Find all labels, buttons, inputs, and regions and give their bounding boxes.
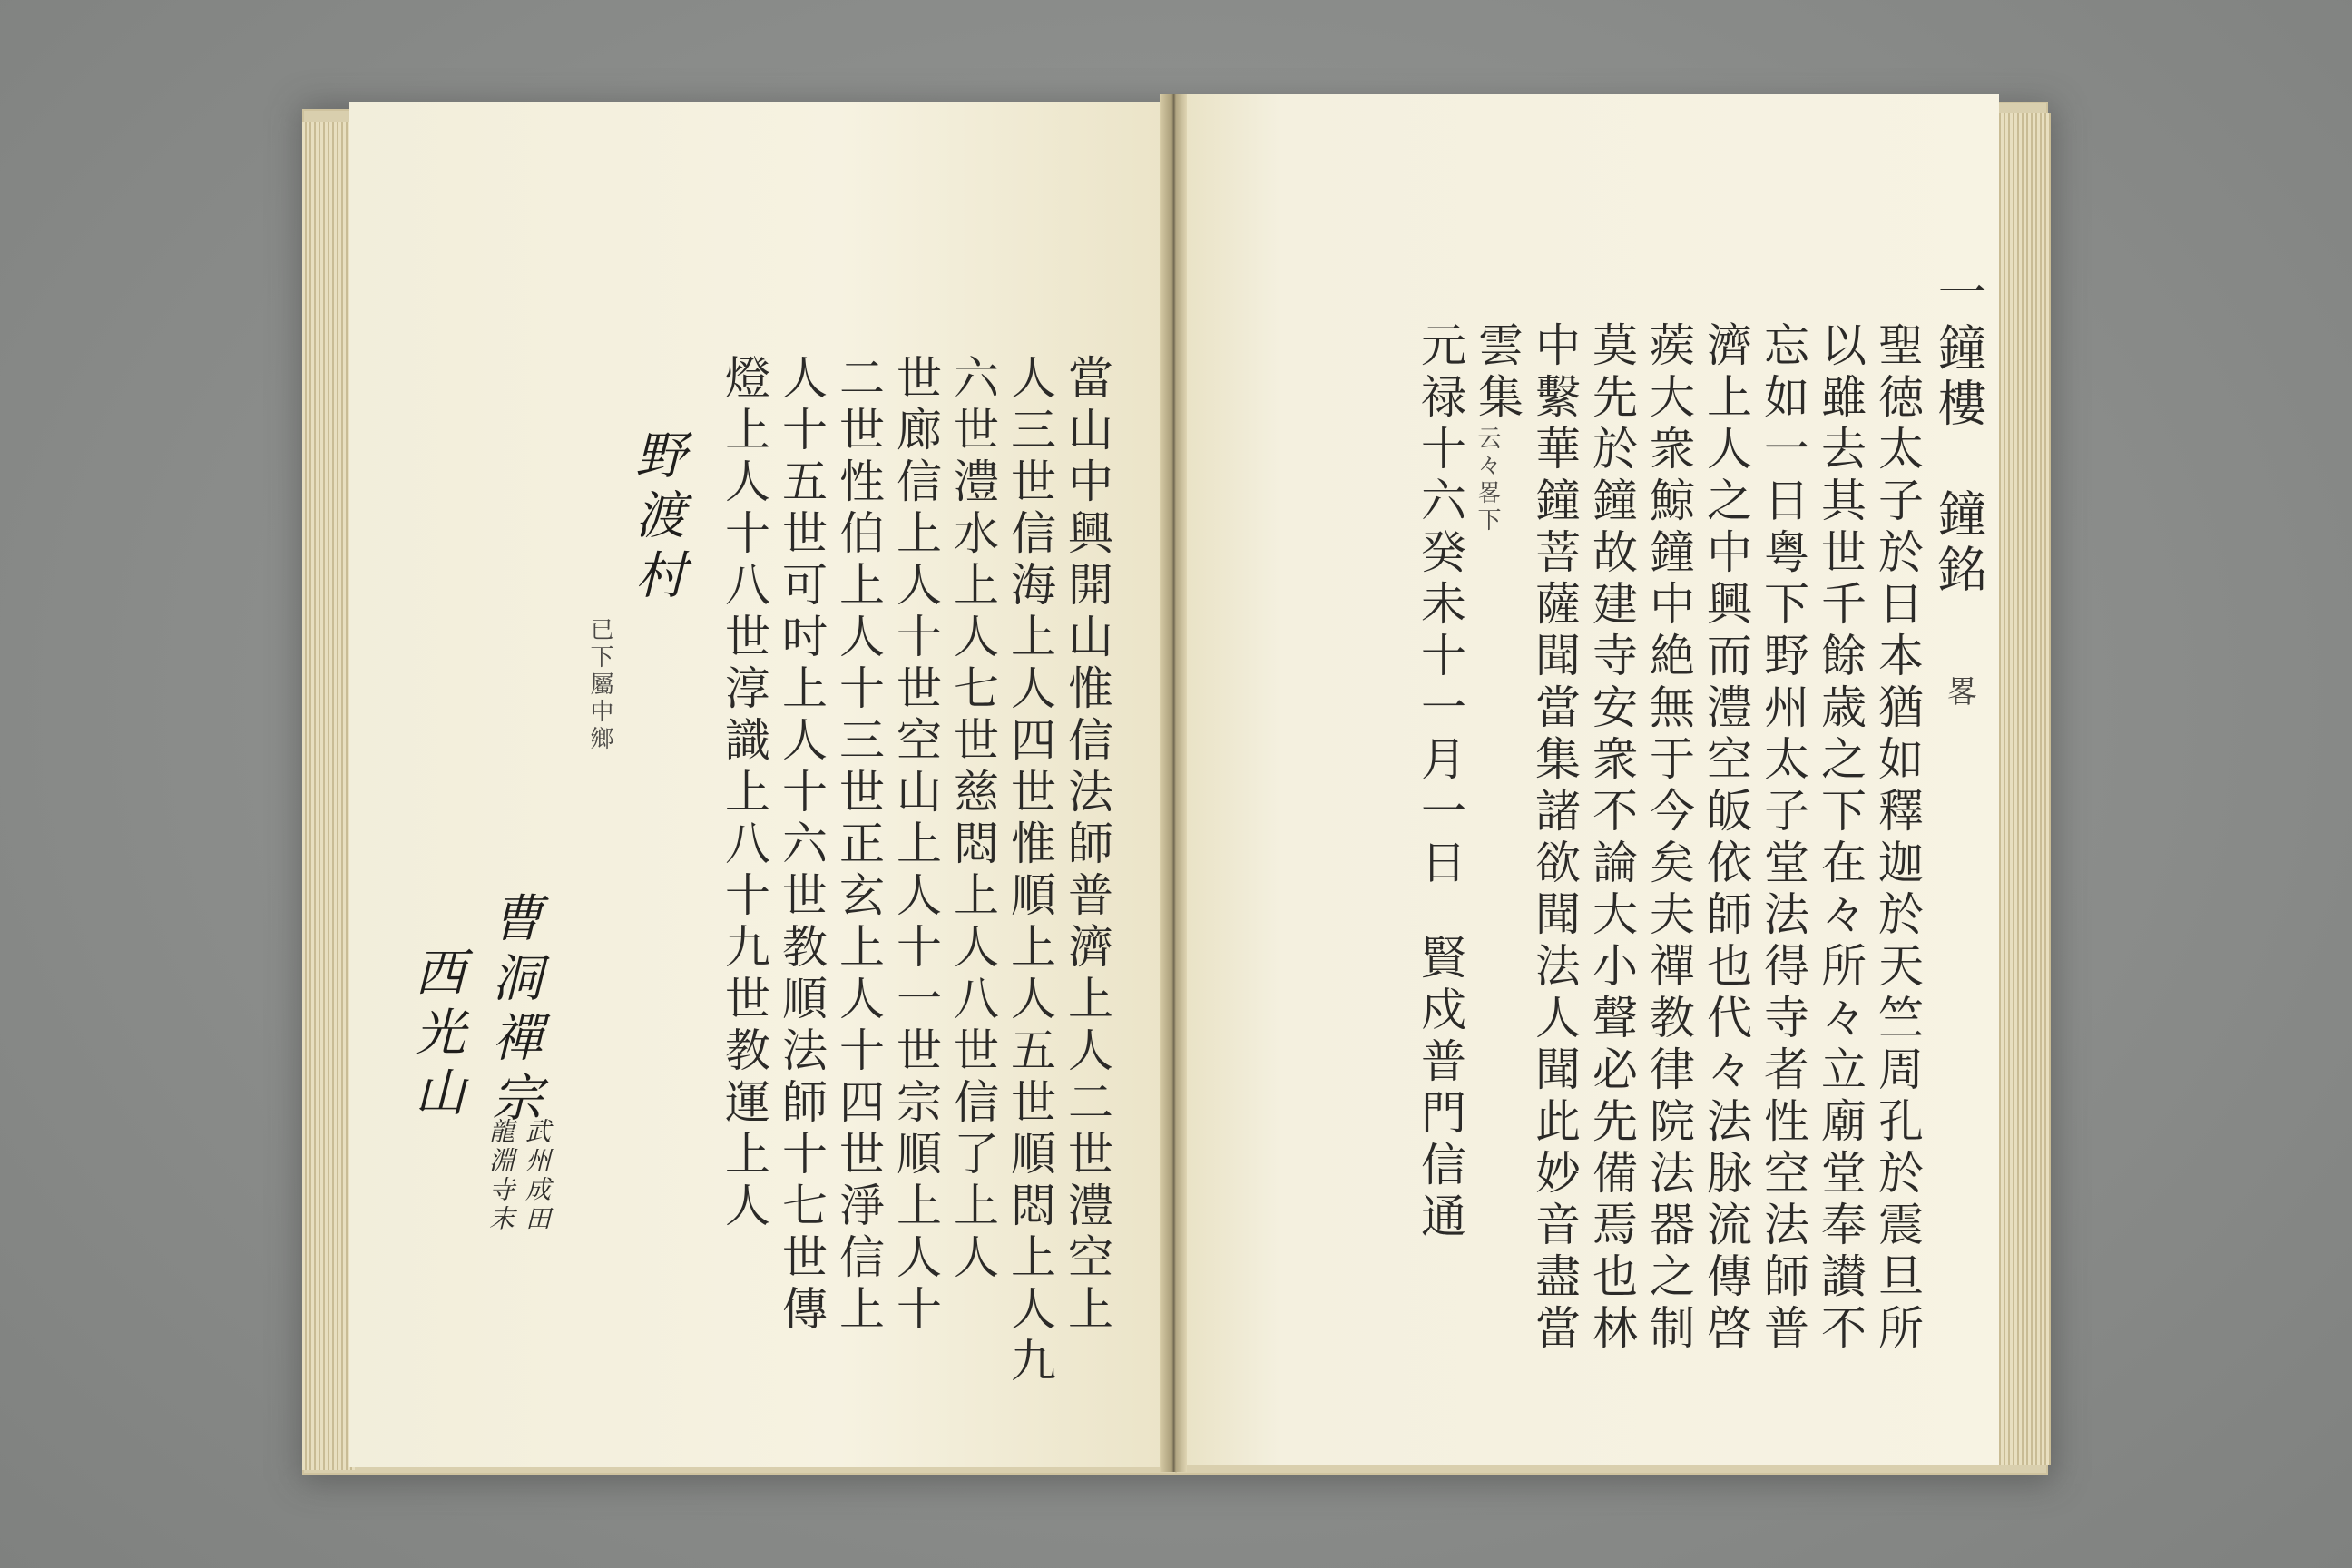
inscription-line-3: 忘如一日粤下野州太子堂法得寺者性空法師普 [1757,321,1809,1356]
book-gutter [1160,94,1187,1472]
inscription-line-4: 濟上人之中興而澧空皈依師也代々法脉流傳啓 [1700,321,1752,1356]
lineage-line-7: 燈上人十八世淳識上八十九世教運上人 [718,354,770,1233]
inscription-line-2: 以雖去其世千餘歳之下在々所々立廟堂奉讃不 [1814,321,1867,1356]
inscription-line-7: 中繫華鐘菩薩聞當集諸欲聞法人聞此妙音盡當 [1528,321,1581,1356]
inscription-date: 元禄十六癸未十一月一日 [1414,321,1466,890]
sect-note-2: 龍淵寺末 [485,1118,515,1234]
lineage-line-5: 二世性伯上人十三世正玄上人十四世淨信上 [832,354,885,1337]
lineage-line-4: 世廊信上人十世空山上人十一世宗順上人十 [889,354,942,1337]
village-name: 野渡村 [627,428,686,608]
sect-note-1: 武州成田 [522,1118,552,1234]
left-page-edges [302,122,355,1470]
lineage-line-1: 當山中興開山惟信法師普濟上人二世澧空上 [1061,354,1113,1337]
section-heading: 一鐘樓 鐘銘 [1930,267,1987,599]
temple-name: 西光山 [407,946,466,1125]
heading-note: 畧 [1941,675,1977,710]
right-page-edges [1994,113,2051,1465]
lineage-line-3: 六世澧水上人七世慈悶上人八世信了上人 [946,354,999,1285]
inscription-line-1: 聖徳太子於日本猶如釋迦於天竺周孔於震旦所 [1871,321,1924,1356]
lineage-line-2: 人三世信海上人四世惟順上人五世順悶上人九 [1004,354,1056,1388]
right-page [1182,94,1999,1465]
left-page [349,102,1166,1467]
lineage-line-6: 人十五世可吋上人十六世教順法師十七世傳 [775,354,828,1337]
inscription-line-6: 莫先於鐘故建寺安衆不論大小聲必先備焉也林 [1585,321,1638,1356]
sect-name: 曹洞禪宗 [484,891,543,1131]
inscription-note: 云々畧下 [1474,426,1501,534]
inscription-author: 賢戍普門信通 [1414,934,1466,1244]
inscription-line-5: 蒺大衆鯨鐘中絶無于今矣夫禪教律院法器之制 [1642,321,1695,1356]
inscription-line-8: 雲集 [1471,321,1524,425]
village-note: 已下屬中鄉 [586,617,613,753]
